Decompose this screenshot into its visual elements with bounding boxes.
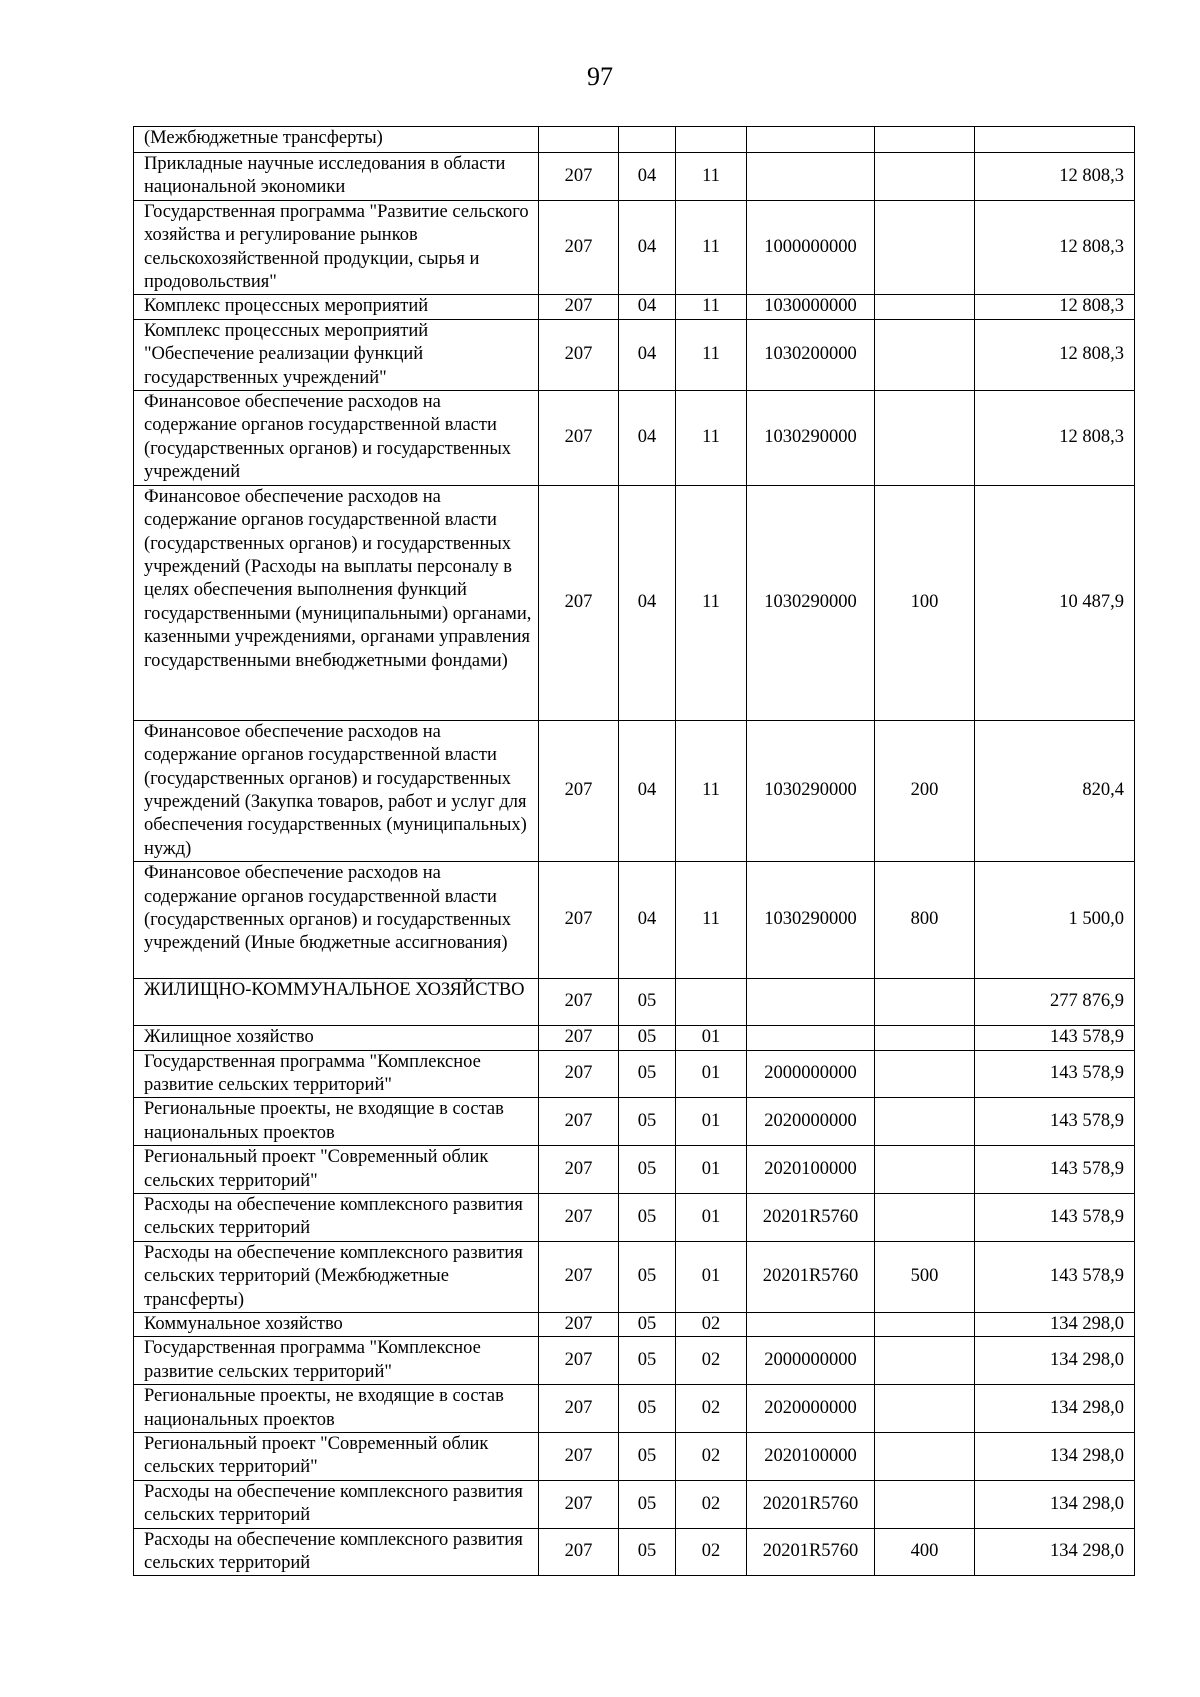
subsection-code-cell: 02 (676, 1385, 747, 1433)
expense-name-cell: Комплекс процессных мероприятий (134, 295, 539, 319)
section-code-cell: 04 (619, 485, 676, 720)
target-article-cell: 20201R5760 (747, 1528, 875, 1576)
expense-name-cell: Региональные проекты, не входящие в состав национальных проектов (134, 1098, 539, 1146)
grbs-code-cell: 207 (539, 1313, 619, 1337)
table-row (134, 1385, 1135, 1433)
expense-name-cell: (Межбюджетные трансферты) (134, 127, 539, 153)
table-row (134, 319, 1135, 390)
target-article-cell (747, 1313, 875, 1337)
expense-type-cell (875, 1050, 975, 1098)
grbs-code-cell: 207 (539, 295, 619, 319)
expense-name-cell: Региональные проекты, не входящие в состав национальных проектов (134, 1385, 539, 1433)
section-code-cell: 05 (619, 979, 676, 1026)
expense-name-cell: Финансовое обеспечение расходов на содержание органов государственной власти (государственных органов) и государственных учреждений (Расходы на выплаты персоналу в целях обеспечения выполнения функций государственными (муниципальными) органами, казенными учреждениями, органами управления государственными внебюджетными фондами) (134, 485, 539, 720)
grbs-code-cell: 207 (539, 1026, 619, 1050)
expense-name-cell: Государственная программа "Развитие сельского хозяйства и регулирование рынков сельскохозяйственной продукции, сырья и продовольствия" (134, 200, 539, 295)
expense-type-cell (875, 1385, 975, 1433)
expense-type-cell (875, 127, 975, 153)
amount-cell (975, 127, 1135, 153)
section-code-cell: 05 (619, 1337, 676, 1385)
amount-cell: 134 298,0 (975, 1480, 1135, 1528)
amount-cell: 143 578,9 (975, 1146, 1135, 1194)
grbs-code-cell: 207 (539, 979, 619, 1026)
section-code-cell: 05 (619, 1480, 676, 1528)
expense-type-cell (875, 153, 975, 201)
expense-type-cell (875, 1193, 975, 1241)
table-row (134, 1241, 1135, 1312)
amount-cell: 12 808,3 (975, 391, 1135, 486)
subsection-code-cell (676, 127, 747, 153)
table-row (134, 1098, 1135, 1146)
section-code-cell: 04 (619, 391, 676, 486)
amount-cell: 12 808,3 (975, 295, 1135, 319)
section-code-cell: 05 (619, 1098, 676, 1146)
target-article-cell: 2020100000 (747, 1146, 875, 1194)
section-code-cell: 05 (619, 1313, 676, 1337)
grbs-code-cell: 207 (539, 1146, 619, 1194)
subsection-code-cell: 01 (676, 1241, 747, 1312)
table-row (134, 1480, 1135, 1528)
section-code-cell: 04 (619, 200, 676, 295)
target-article-cell: 1030290000 (747, 485, 875, 720)
table-row (134, 153, 1135, 201)
section-code-cell: 04 (619, 720, 676, 861)
expense-type-cell: 200 (875, 720, 975, 861)
subsection-code-cell: 02 (676, 1313, 747, 1337)
subsection-code-cell: 01 (676, 1026, 747, 1050)
expense-type-cell: 100 (875, 485, 975, 720)
subsection-code-cell: 02 (676, 1528, 747, 1576)
expense-name-cell: Региональный проект "Современный облик сельских территорий" (134, 1146, 539, 1194)
amount-cell: 820,4 (975, 720, 1135, 861)
page-number: 97 (587, 62, 613, 91)
grbs-code-cell: 207 (539, 720, 619, 861)
subsection-code-cell: 11 (676, 200, 747, 295)
subsection-code-cell: 02 (676, 1433, 747, 1481)
grbs-code-cell: 207 (539, 1241, 619, 1312)
grbs-code-cell: 207 (539, 391, 619, 486)
table-row (134, 1433, 1135, 1481)
subsection-code-cell (676, 979, 747, 1026)
table-row (134, 1146, 1135, 1194)
table-row (134, 720, 1135, 861)
target-article-cell (747, 127, 875, 153)
expense-type-cell (875, 1480, 975, 1528)
target-article-cell: 2000000000 (747, 1050, 875, 1098)
expense-type-cell (875, 1433, 975, 1481)
expense-type-cell: 500 (875, 1241, 975, 1312)
section-code-cell: 05 (619, 1146, 676, 1194)
expense-type-cell (875, 1313, 975, 1337)
amount-cell: 143 578,9 (975, 1026, 1135, 1050)
section-code-cell: 04 (619, 319, 676, 390)
table-row (134, 200, 1135, 295)
amount-cell: 143 578,9 (975, 1193, 1135, 1241)
target-article-cell: 1030290000 (747, 391, 875, 486)
subsection-code-cell: 01 (676, 1146, 747, 1194)
amount-cell: 143 578,9 (975, 1241, 1135, 1312)
expense-name-cell: Финансовое обеспечение расходов на содержание органов государственной власти (государственных органов) и государственных учреждений (Закупка товаров, работ и услуг для обеспечения государственных (муниципальных) нужд) (134, 720, 539, 861)
target-article-cell: 2020000000 (747, 1098, 875, 1146)
grbs-code-cell (539, 127, 619, 153)
expense-type-cell (875, 1098, 975, 1146)
expense-name-cell: Жилищное хозяйство (134, 1026, 539, 1050)
table-row (134, 1193, 1135, 1241)
amount-cell: 134 298,0 (975, 1313, 1135, 1337)
table-row (134, 485, 1135, 720)
table-row (134, 862, 1135, 979)
amount-cell: 134 298,0 (975, 1528, 1135, 1576)
expense-type-cell (875, 1146, 975, 1194)
target-article-cell: 2020100000 (747, 1433, 875, 1481)
grbs-code-cell: 207 (539, 1433, 619, 1481)
expense-name-cell: Региональный проект "Современный облик сельских территорий" (134, 1433, 539, 1481)
subsection-code-cell: 01 (676, 1050, 747, 1098)
grbs-code-cell: 207 (539, 153, 619, 201)
grbs-code-cell: 207 (539, 319, 619, 390)
subsection-code-cell: 11 (676, 153, 747, 201)
table-row (134, 979, 1135, 1026)
section-code-cell: 05 (619, 1026, 676, 1050)
expense-name-cell: Финансовое обеспечение расходов на содержание органов государственной власти (государственных органов) и государственных учреждений (Иные бюджетные ассигнования) (134, 862, 539, 979)
amount-cell: 12 808,3 (975, 319, 1135, 390)
section-code-cell: 05 (619, 1528, 676, 1576)
section-code-cell: 05 (619, 1241, 676, 1312)
grbs-code-cell: 207 (539, 862, 619, 979)
expense-name-cell: Расходы на обеспечение комплексного развития сельских территорий (134, 1528, 539, 1576)
expense-type-cell (875, 319, 975, 390)
grbs-code-cell: 207 (539, 1337, 619, 1385)
amount-cell: 134 298,0 (975, 1385, 1135, 1433)
table-row (134, 1050, 1135, 1098)
amount-cell: 10 487,9 (975, 485, 1135, 720)
table-body (134, 127, 1135, 1576)
budget-table (133, 126, 1135, 1576)
table-row (134, 1528, 1135, 1576)
grbs-code-cell: 207 (539, 485, 619, 720)
expense-type-cell (875, 1337, 975, 1385)
target-article-cell: 1030200000 (747, 319, 875, 390)
expense-type-cell (875, 295, 975, 319)
amount-cell: 277 876,9 (975, 979, 1135, 1026)
subsection-code-cell: 11 (676, 720, 747, 861)
expense-type-cell: 800 (875, 862, 975, 979)
target-article-cell: 1030000000 (747, 295, 875, 319)
amount-cell: 143 578,9 (975, 1050, 1135, 1098)
section-code-cell (619, 127, 676, 153)
table-row (134, 1337, 1135, 1385)
section-code-cell: 05 (619, 1433, 676, 1481)
expense-name-cell: ЖИЛИЩНО-КОММУНАЛЬНОЕ ХОЗЯЙСТВО (134, 979, 539, 1026)
target-article-cell: 20201R5760 (747, 1193, 875, 1241)
expense-name-cell: Расходы на обеспечение комплексного развития сельских территорий (Межбюджетные трансферты) (134, 1241, 539, 1312)
section-code-cell: 05 (619, 1193, 676, 1241)
table-row (134, 1026, 1135, 1050)
subsection-code-cell: 02 (676, 1337, 747, 1385)
table-row (134, 127, 1135, 153)
section-code-cell: 05 (619, 1385, 676, 1433)
amount-cell: 134 298,0 (975, 1433, 1135, 1481)
target-article-cell (747, 979, 875, 1026)
expense-name-cell: Финансовое обеспечение расходов на содержание органов государственной власти (государственных органов) и государственных учреждений (134, 391, 539, 486)
table-row (134, 1313, 1135, 1337)
section-code-cell: 04 (619, 153, 676, 201)
expense-type-cell (875, 391, 975, 486)
expense-name-cell: Коммунальное хозяйство (134, 1313, 539, 1337)
expense-type-cell (875, 200, 975, 295)
section-code-cell: 04 (619, 295, 676, 319)
target-article-cell: 20201R5760 (747, 1480, 875, 1528)
target-article-cell: 2000000000 (747, 1337, 875, 1385)
grbs-code-cell: 207 (539, 1193, 619, 1241)
table-row (134, 295, 1135, 319)
expense-name-cell: Расходы на обеспечение комплексного развития сельских территорий (134, 1193, 539, 1241)
target-article-cell (747, 153, 875, 201)
target-article-cell: 1000000000 (747, 200, 875, 295)
expense-type-cell (875, 979, 975, 1026)
section-code-cell: 05 (619, 1050, 676, 1098)
amount-cell: 1 500,0 (975, 862, 1135, 979)
subsection-code-cell: 01 (676, 1098, 747, 1146)
expense-type-cell: 400 (875, 1528, 975, 1576)
grbs-code-cell: 207 (539, 1480, 619, 1528)
grbs-code-cell: 207 (539, 1528, 619, 1576)
subsection-code-cell: 11 (676, 862, 747, 979)
target-article-cell: 1030290000 (747, 720, 875, 861)
expense-name-cell: Прикладные научные исследования в области национальной экономики (134, 153, 539, 201)
expense-name-cell: Комплекс процессных мероприятий "Обеспечение реализации функций государственных учреждений" (134, 319, 539, 390)
expense-name-cell: Расходы на обеспечение комплексного развития сельских территорий (134, 1480, 539, 1528)
subsection-code-cell: 11 (676, 319, 747, 390)
amount-cell: 12 808,3 (975, 200, 1135, 295)
target-article-cell: 2020000000 (747, 1385, 875, 1433)
grbs-code-cell: 207 (539, 1050, 619, 1098)
table-row (134, 391, 1135, 486)
grbs-code-cell: 207 (539, 1098, 619, 1146)
target-article-cell (747, 1026, 875, 1050)
amount-cell: 12 808,3 (975, 153, 1135, 201)
subsection-code-cell: 01 (676, 1193, 747, 1241)
grbs-code-cell: 207 (539, 1385, 619, 1433)
amount-cell: 134 298,0 (975, 1337, 1135, 1385)
expense-type-cell (875, 1026, 975, 1050)
subsection-code-cell: 11 (676, 391, 747, 486)
amount-cell: 143 578,9 (975, 1098, 1135, 1146)
target-article-cell: 1030290000 (747, 862, 875, 979)
expense-name-cell: Государственная программа "Комплексное развитие сельских территорий" (134, 1337, 539, 1385)
subsection-code-cell: 02 (676, 1480, 747, 1528)
expense-name-cell: Государственная программа "Комплексное развитие сельских территорий" (134, 1050, 539, 1098)
subsection-code-cell: 11 (676, 485, 747, 720)
section-code-cell: 04 (619, 862, 676, 979)
subsection-code-cell: 11 (676, 295, 747, 319)
target-article-cell: 20201R5760 (747, 1241, 875, 1312)
grbs-code-cell: 207 (539, 200, 619, 295)
